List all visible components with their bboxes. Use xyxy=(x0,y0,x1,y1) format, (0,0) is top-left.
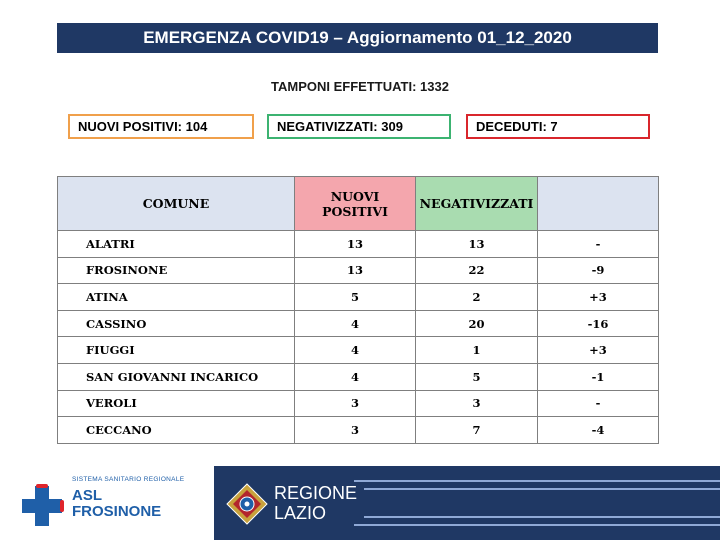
cell-comune: ALATRI xyxy=(58,231,295,258)
header-comune: COMUNE xyxy=(58,177,295,231)
cell-negativizzati: 3 xyxy=(416,390,538,417)
cell-nuovi-positivi: 13 xyxy=(295,257,416,284)
asl-subtitle: SISTEMA SANITARIO REGIONALE xyxy=(72,476,185,483)
negativized-label: NEGATIVIZZATI: 309 xyxy=(277,119,403,134)
cell-negativizzati: 1 xyxy=(416,337,538,364)
cell-difference: -16 xyxy=(538,310,659,337)
table-header-row xyxy=(58,177,659,231)
cell-negativizzati: 22 xyxy=(416,257,538,284)
regione-lazio-banner xyxy=(214,466,720,540)
medical-cross-icon xyxy=(22,486,62,526)
header-negativizzati: NEGATIVIZZATI xyxy=(416,177,538,231)
cell-nuovi-positivi: 4 xyxy=(295,363,416,390)
header-difference xyxy=(538,177,659,231)
cell-comune: FIUGGI xyxy=(58,337,295,364)
regione-label: REGIONE xyxy=(274,483,358,503)
cell-comune: VEROLI xyxy=(58,390,295,417)
cell-nuovi-positivi: 5 xyxy=(295,284,416,311)
table-row xyxy=(58,417,659,444)
asl-name: ASL xyxy=(72,487,102,504)
cell-negativizzati: 2 xyxy=(416,284,538,311)
cell-difference: -9 xyxy=(538,257,659,284)
cell-nuovi-positivi: 13 xyxy=(295,231,416,258)
cell-negativizzati: 13 xyxy=(416,231,538,258)
cell-difference: +3 xyxy=(538,337,659,364)
negativized-box xyxy=(267,114,451,139)
cell-nuovi-positivi: 4 xyxy=(295,337,416,364)
table-row xyxy=(58,363,659,390)
table-row xyxy=(58,257,659,284)
deceased-label: DECEDUTI: 7 xyxy=(476,119,558,134)
asl-frosinone-logo xyxy=(20,472,210,532)
table-row xyxy=(58,310,659,337)
cell-difference: +3 xyxy=(538,284,659,311)
regione-lazio-text xyxy=(274,483,357,523)
table-row xyxy=(58,284,659,311)
new-positives-label: NUOVI POSITIVI: 104 xyxy=(78,119,208,134)
cell-comune: CASSINO xyxy=(58,310,295,337)
cell-comune: CECCANO xyxy=(58,417,295,444)
cell-negativizzati: 20 xyxy=(416,310,538,337)
regione-lazio-emblem-icon xyxy=(226,483,268,525)
table-row xyxy=(58,337,659,364)
asl-location: FROSINONE xyxy=(72,503,162,520)
cell-nuovi-positivi: 3 xyxy=(295,417,416,444)
cell-negativizzati: 5 xyxy=(416,363,538,390)
deceased-box xyxy=(466,114,650,139)
cell-difference: - xyxy=(538,231,659,258)
header-nuovi-positivi: NUOVI POSITIVI xyxy=(295,177,416,231)
table-row xyxy=(58,390,659,417)
cell-nuovi-positivi: 4 xyxy=(295,310,416,337)
tests-performed: TAMPONI EFFETTUATI: 1332 xyxy=(271,79,449,94)
cell-comune: SAN GIOVANNI INCARICO xyxy=(58,363,295,390)
cell-comune: FROSINONE xyxy=(58,257,295,284)
cell-difference: -4 xyxy=(538,417,659,444)
cell-difference: - xyxy=(538,390,659,417)
municipality-table xyxy=(57,176,659,444)
table-row xyxy=(58,231,659,258)
cell-negativizzati: 7 xyxy=(416,417,538,444)
cell-difference: -1 xyxy=(538,363,659,390)
new-positives-box xyxy=(68,114,254,139)
cell-comune: ATINA xyxy=(58,284,295,311)
page-title: EMERGENZA COVID19 – Aggiornamento 01_12_2020 xyxy=(57,23,658,53)
lazio-label: LAZIO xyxy=(274,503,327,523)
cell-nuovi-positivi: 3 xyxy=(295,390,416,417)
